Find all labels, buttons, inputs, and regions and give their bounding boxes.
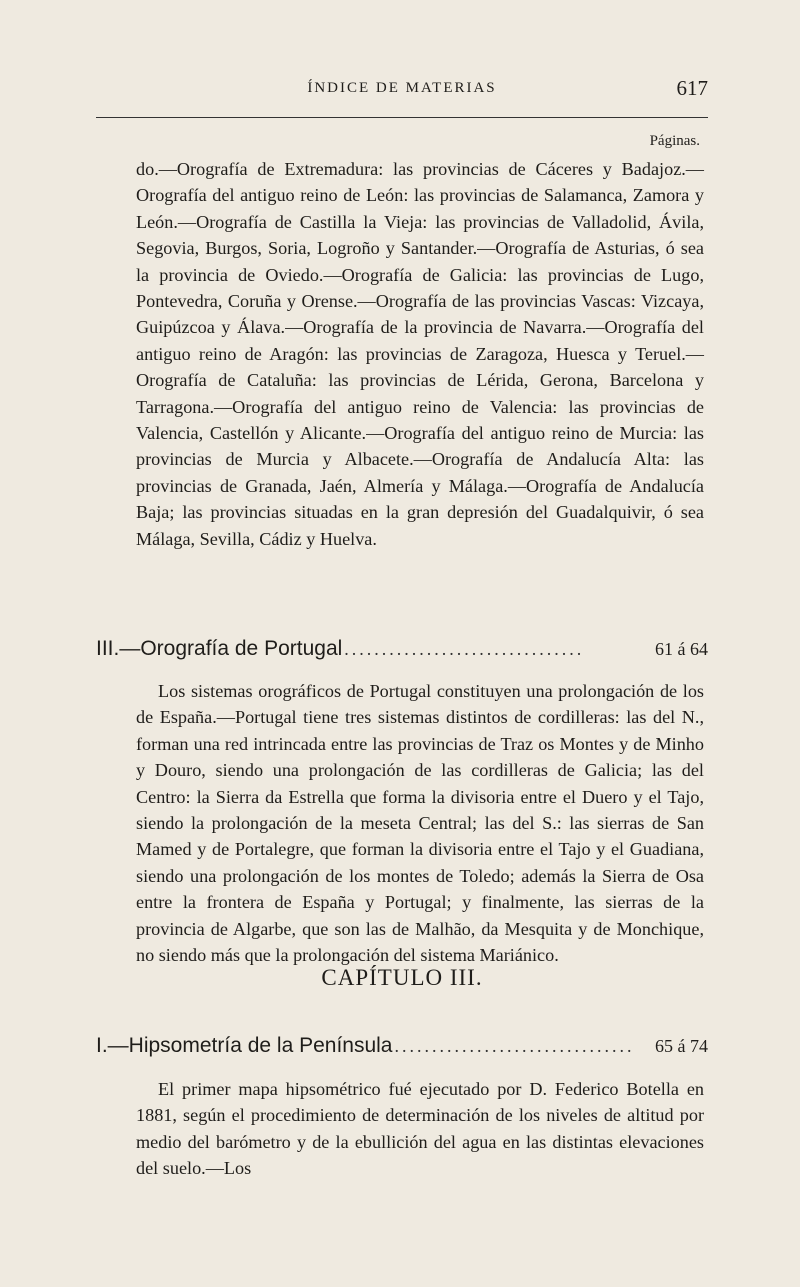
continuation-paragraph [136, 156, 704, 552]
hipsometria-summary [136, 1076, 704, 1182]
leader-dots: ................................ [344, 639, 585, 659]
page-header [96, 76, 708, 104]
header-rule [96, 117, 708, 118]
continuation-text: do.—Orografía de Extremadura: las provincias de Cáceres y Badajoz.—Orografía del antiguo reino de León: las provincias de Salamanca, Zamora y León.—Orografía de Castilla la Vieja: las provincias de Valladolid, Ávila, Segovia, Burgos, Soria, Logroño y Santander.—Orografía de Asturias, ó sea la provincia de Oviedo.—Orografía de Galicia: las provincias de Lugo, Pontevedra, Coruña y Orense.—Orografía de las provincias Vascas: Vizcaya, Guipúzcoa y Álava.—Orografía de la provincia de Navarra.—Orografía del antiguo reino de Aragón: las provincias de Zaragoza, Huesca y Teruel.—Orografía de Cataluña: las provincias de Lérida, Gerona, Barcelona y Tarragona.—Orografía del antiguo reino de Valencia: las provincias de Valencia, Castellón y Alicante.—Orografía del antiguo reino de Murcia: las provincias de Murcia y Albacete.—Orografía de Andalucía Alta: las provincias de Granada, Jaén, Almería y Málaga.—Orografía de Andalucía Baja; las provincias situadas en la gran depresión del Guadalquivir, ó sea Málaga, Sevilla, Cádiz y Huelva. [136, 159, 704, 549]
toc-entry-pages: 65 á 74 [655, 1036, 708, 1056]
toc-entry-pages: 61 á 64 [655, 639, 708, 659]
portugal-summary [136, 678, 704, 968]
toc-entry-title: I.—Hipsometría de la Península [96, 1034, 393, 1057]
toc-entry-title: III.—Orografía de Portugal [96, 637, 343, 660]
running-title: ÍNDICE DE MATERIAS [307, 80, 497, 96]
portugal-summary-text: Los sistemas orográficos de Portugal constituyen una prolongación de los de España.—Portugal tiene tres sistemas distintos de cordilleras: las del N., forman una red intrincada entre las provincias de Traz os Montes y de Minho y Douro, siendo una prolongación de las cordilleras de Galicia; las del Centro: la Sierra da Estrella que forma la divisoria entre el Duero y el Tajo, siendo la prolongación de la meseta Central; las del S.: las sierras de San Mamed y de Portalegre, que forman la divisoria entre el Tajo y el Guadiana, siendo una prolongación de los montes de Toledo; además la Sierra de Osa entre la frontera de España y Portugal; y finalmente, las sierras de la provincia de Algarbe, que son las de Malhão, da Mesquita y de Monchique, no siendo más que la prolongación del sistema Mariánico. [136, 681, 704, 966]
page-number: 617 [676, 76, 708, 100]
toc-entry-portugal [96, 637, 708, 661]
hipsometria-summary-text: El primer mapa hipsométrico fué ejecutado por D. Federico Botella en 1881, según el procedimiento de determinación de los niveles de altitud por medio del barómetro y de la ebullición del agua en las distintas elevaciones del suelo.—Los [136, 1079, 704, 1179]
chapter-heading: CAPÍTULO III. [321, 965, 483, 990]
leader-dots: ................................ [394, 1036, 635, 1056]
toc-entry-hipsometria [96, 1034, 708, 1058]
pages-column-label: Páginas. [649, 133, 700, 149]
